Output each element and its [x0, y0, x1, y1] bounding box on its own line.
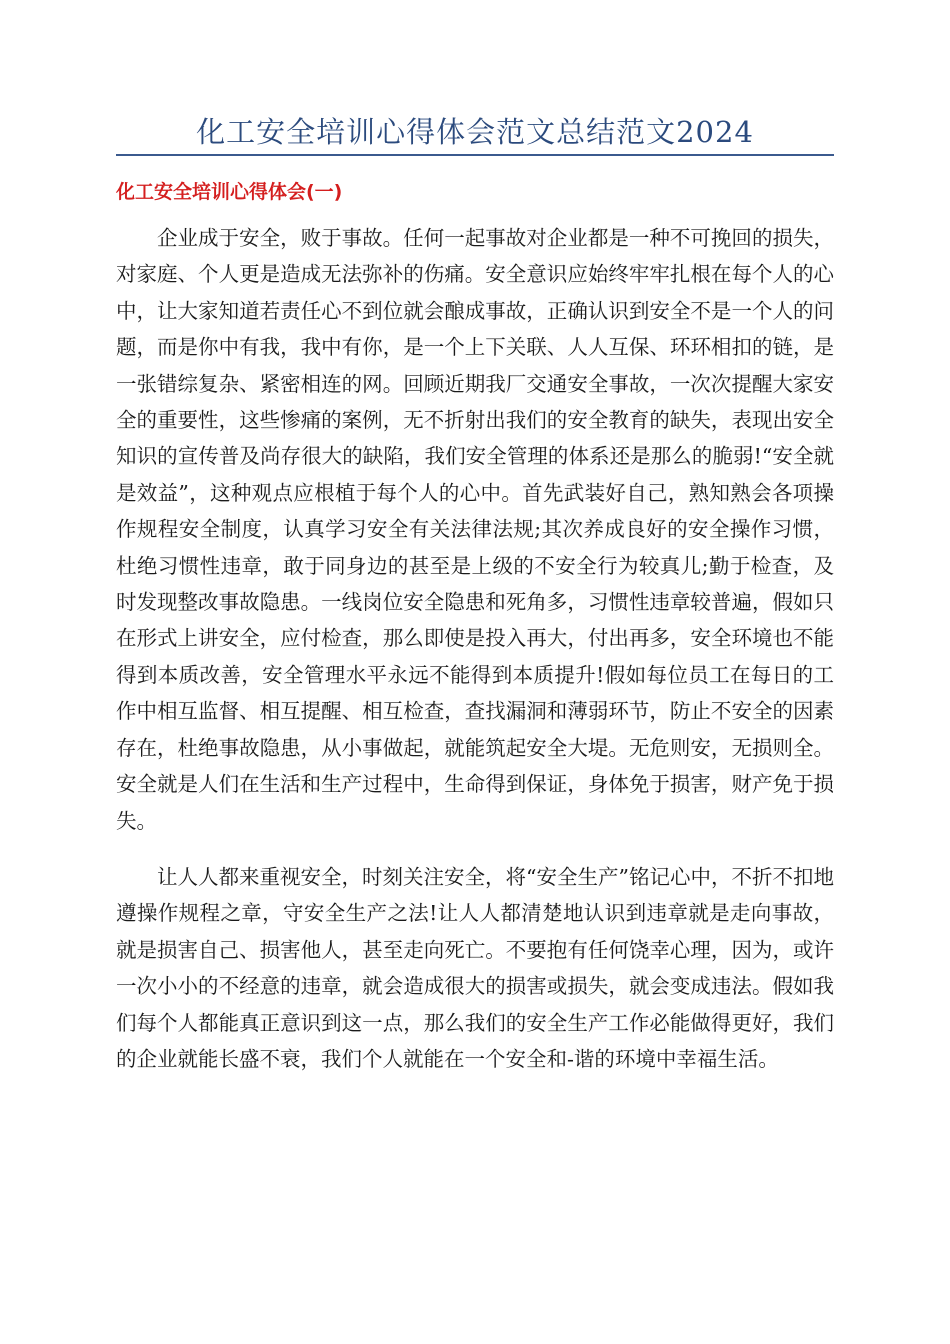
- section-heading: 化工安全培训心得体会(一): [116, 181, 343, 203]
- body-paragraph-1: 企业成于安全，败于事故。任何一起事故对企业都是一种不可挽回的损失，对家庭、个人更是造成无法弥补的伤痛。安全意识应始终牢牢扎根在每个人的心中，让大家知道若责任心不到位就会酿成事故，正确认识到安全不是一个人的问题，而是你中有我，我中有你，是一个上下关联、人人互保、环环相扣的链，是一张错综复杂、紧密相连的网。回顾近期我厂交通安全事故，一次次提醒大家安全的重要性，这些惨痛的案例，无不折射出我们的安全教育的缺失，表现出安全知识的宣传普及尚存很大的缺陷，我们安全管理的体系还是那么的脆弱!“安全就是效益”，这种观点应根植于每个人的心中。首先武装好自己，熟知熟会各项操作规程安全制度，认真学习安全有关法律法规;其次养成良好的安全操作习惯，杜绝习惯性违章，敢于同身边的甚至是上级的不安全行为较真儿;勤于检查，及时发现整改事故隐患。一线岗位安全隐患和死角多，习惯性违章较普遍，假如只在形式上讲安全，应付检查，那么即使是投入再大，付出再多，安全环境也不能得到本质改善，安全管理水平永远不能得到本质提升!假如每位员工在每日的工作中相互监督、相互提醒、相互检查，查找漏洞和薄弱环节，防止不安全的因素存在，杜绝事故隐患，从小事做起，就能筑起安全大堤。无危则安，无损则全。安全就是人们在生活和生产过程中，生命得到保证，身体免于损害，财产免于损失。: [116, 226, 834, 833]
- body-paragraph-2: 让人人都来重视安全，时刻关注安全，将“安全生产”铭记心中，不折不扣地遵操作规程之章，守安全生产之法!让人人都清楚地认识到违章就是走向事故，就是损害自己、损害他人，甚至走向死亡。不要抱有任何饶幸心理，因为，或许一次小小的不经意的违章，就会造成很大的损害或损失，就会变成违法。假如我们每个人都能真正意识到这一点，那么我们的安全生产工作必能做得更好，我们的企业就能长盛不衰，我们个人就能在一个安全和-谐的环境中幸福生活。: [116, 864, 834, 1071]
- document-title: 化工安全培训心得体会范文总结范文2024: [116, 112, 834, 156]
- document-page: [116, 112, 834, 1077]
